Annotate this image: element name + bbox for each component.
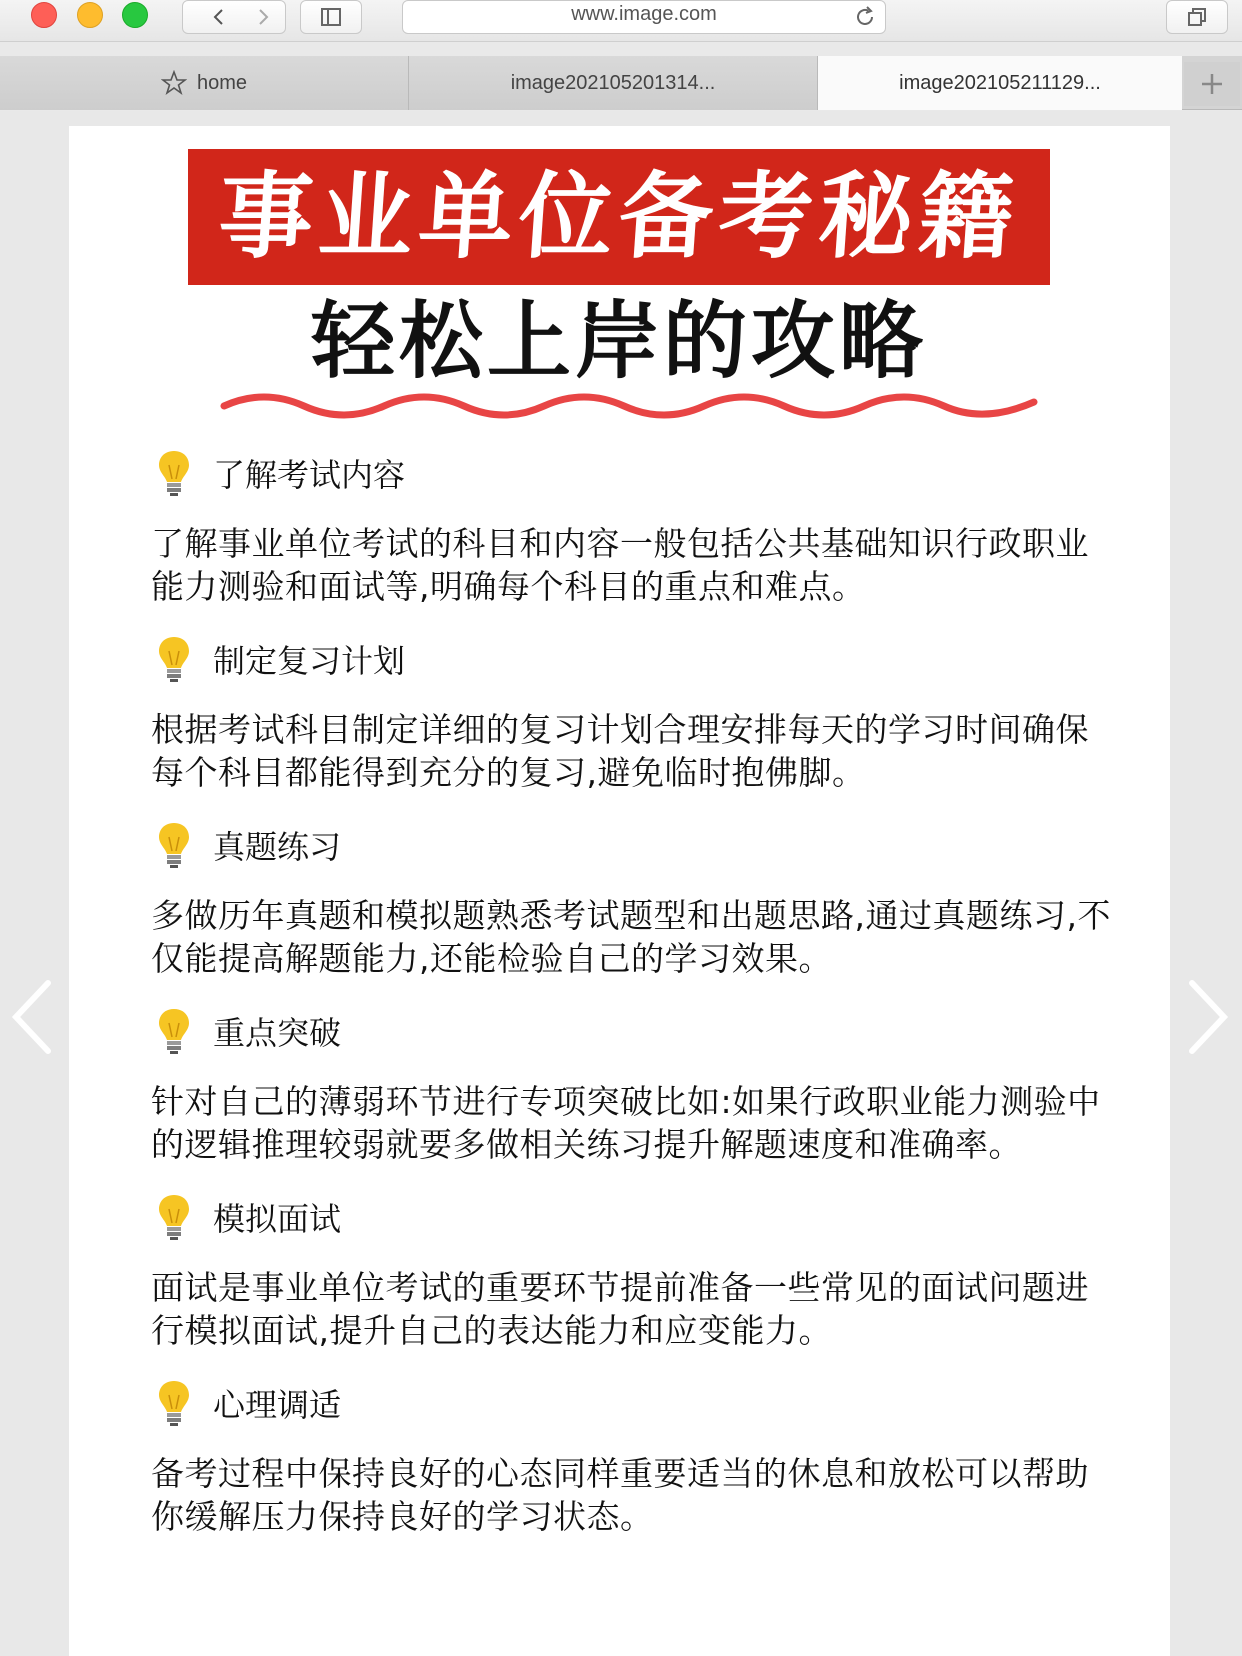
tip-section <box>151 1374 1111 1538</box>
wavy-underline <box>219 386 1039 426</box>
tip-title: 制定复习计划 <box>213 642 406 680</box>
tip-section <box>151 444 1111 608</box>
plus-icon <box>1199 71 1225 97</box>
title-banner <box>188 149 1050 285</box>
tip-title: 重点突破 <box>213 1014 342 1052</box>
chevron-left-icon <box>209 7 229 27</box>
next-image-button[interactable] <box>1186 979 1230 1059</box>
star-icon <box>161 70 187 96</box>
tip-body: 根据考试科目制定详细的复习计划合理安排每天的学习时间确保每个科目都能得到充分的复习,避免临时抱佛脚。 <box>151 710 1089 792</box>
tip-body: 了解事业单位考试的科目和内容一般包括公共基础知识行政职业能力测验和面试等,明确每个科目的重点和难点。 <box>151 524 1089 606</box>
lightbulb-icon <box>157 449 191 497</box>
tip-section <box>151 1188 1111 1352</box>
tip-title: 了解考试内容 <box>213 456 406 494</box>
tab-home[interactable] <box>0 56 409 110</box>
tab-image-2[interactable] <box>818 56 1182 110</box>
tab-label: home <box>196 71 248 94</box>
lightbulb-icon <box>157 1379 191 1427</box>
tabs-overview-icon <box>1186 6 1208 28</box>
new-tab-button[interactable] <box>1184 62 1240 106</box>
tip-body: 多做历年真题和模拟题熟悉考试题型和出题思路,通过真题练习,不仅能提高解题能力,还能检验自己的学习效果。 <box>151 896 1111 978</box>
page-viewport <box>0 111 1242 1656</box>
lightbulb-icon <box>157 635 191 683</box>
tip-title: 心理调适 <box>213 1386 342 1424</box>
image-card <box>69 126 1170 1656</box>
address-bar[interactable] <box>402 0 886 34</box>
tab-image-1[interactable] <box>409 56 818 110</box>
tab-label: image202105201314... <box>510 71 716 94</box>
reload-icon[interactable] <box>853 5 877 33</box>
browser-toolbar <box>0 0 1242 42</box>
lightbulb-icon <box>157 821 191 869</box>
tip-title: 真题练习 <box>213 828 342 866</box>
close-window-button[interactable] <box>31 2 57 28</box>
banner-title: 事业单位备考秘籍 <box>215 162 1023 272</box>
tip-body: 针对自己的薄弱环节进行专项突破比如:如果行政职业能力测验中的逻辑推理较弱就要多做相关练习提升解题速度和准确率。 <box>151 1082 1101 1164</box>
chevron-right-icon <box>1186 979 1230 1055</box>
tips-list <box>151 444 1111 1560</box>
previous-image-button[interactable] <box>10 979 54 1059</box>
lightbulb-icon <box>157 1007 191 1055</box>
maximize-window-button[interactable] <box>122 2 148 28</box>
minimize-window-button[interactable] <box>77 2 103 28</box>
tab-overview-button[interactable] <box>1166 0 1228 34</box>
tab-bar <box>0 56 1242 110</box>
sidebar-icon <box>320 7 342 27</box>
tip-section <box>151 816 1111 980</box>
tip-body: 面试是事业单位考试的重要环节提前准备一些常见的面试问题进行模拟面试,提升自己的表达能力和应变能力。 <box>151 1268 1089 1350</box>
chevron-left-icon <box>10 979 54 1055</box>
url-text: www.image.com <box>571 3 717 25</box>
chevron-right-icon <box>253 7 273 27</box>
tip-body: 备考过程中保持良好的心态同样重要适当的休息和放松可以帮助你缓解压力保持良好的学习状态。 <box>151 1454 1089 1536</box>
tip-section <box>151 1002 1111 1166</box>
subtitle: 轻松上岸的攻略 <box>310 291 927 390</box>
tab-label: image202105211129... <box>899 71 1101 94</box>
tip-section <box>151 630 1111 794</box>
tip-title: 模拟面试 <box>213 1200 342 1238</box>
sidebar-toggle-button[interactable] <box>300 0 362 34</box>
forward-button[interactable] <box>240 0 286 34</box>
lightbulb-icon <box>157 1193 191 1241</box>
